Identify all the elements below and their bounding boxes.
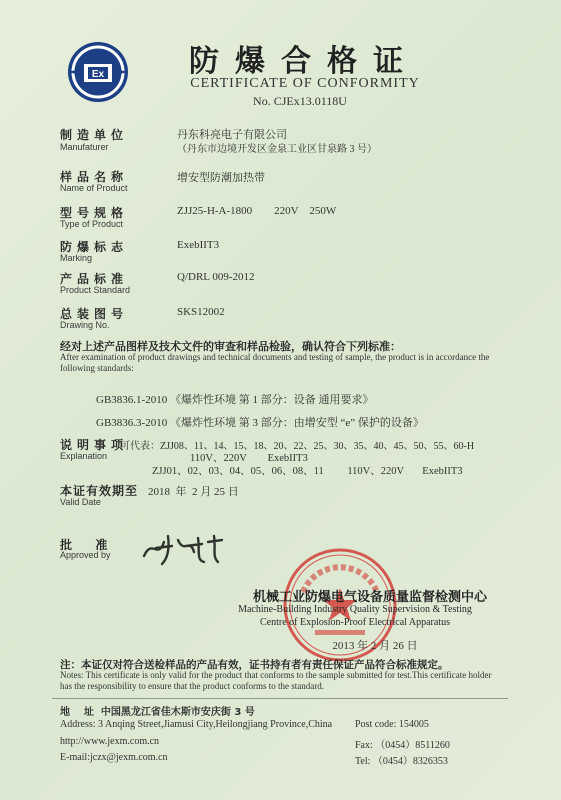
explanation-line-2: 110V、220V ExebIIT3 bbox=[190, 453, 308, 464]
logo-text: Ex bbox=[91, 69, 105, 80]
marking-label-en: Marking bbox=[60, 253, 93, 263]
manufacturer-label-en: Manufaturer bbox=[60, 142, 109, 152]
type-label-cn: 型号规格 bbox=[60, 206, 129, 220]
standard-label-cn: 产品标准 bbox=[60, 272, 129, 286]
title-chinese: 防爆合格证 bbox=[189, 44, 419, 79]
type-label-en: Type of Product bbox=[60, 219, 124, 229]
explanation-label-cn: 说明事项 bbox=[60, 438, 129, 452]
footer-divider bbox=[52, 698, 508, 699]
product-name-label-en: Name of Product bbox=[60, 183, 128, 193]
organization-name-en-2: Centre of Explosion-Proof Electrical Apparatus bbox=[260, 617, 450, 628]
standard-value: Q/DRL 009-2012 bbox=[177, 271, 255, 283]
postcode: Post code: 154005 bbox=[355, 719, 429, 730]
ex-logo-icon bbox=[66, 40, 130, 104]
product-name-label-cn: 样品名称 bbox=[60, 170, 129, 184]
address-cn: 地 址 中国黑龙江省佳木斯市安庆街 3 号 bbox=[60, 707, 255, 718]
notes-en: Notes: This certificate is only valid for the product that conforms to the sample submitted for test.This certificate holder has the responsibility to ensure that the product conforms to the standard. bbox=[60, 670, 492, 691]
valid-label-en: Valid Date bbox=[60, 497, 101, 507]
organization-name-cn: 机械工业防爆电气设备质量监督检测中心 bbox=[252, 590, 487, 605]
drawing-label-en: Drawing No. bbox=[60, 320, 110, 330]
notes-cn: 注：本证仅对符合送检样品的产品有效，证书持有者有责任保证产品符合标准规定。 bbox=[60, 659, 449, 671]
manufacturer-value: 丹东科亮电子有限公司 bbox=[177, 129, 287, 141]
fax-number: Fax: （0454）8511260 bbox=[355, 740, 450, 751]
address-en: Address: 3 Anqing Street,Jiamusi City,Heilongjiang Province,China bbox=[60, 719, 333, 730]
signature-icon bbox=[138, 530, 228, 568]
title-english: CERTIFICATE OF CONFORMITY bbox=[190, 76, 420, 91]
organization-name-en-1: Machine-Building Industry Quality Supervision & Testing bbox=[238, 604, 472, 615]
marking-label-cn: 防爆标志 bbox=[60, 240, 129, 254]
explanation-line-1: 可代表：ZJJ08、11、14、15、18、20、22、25、30、35、40、45、50、55、60-H bbox=[120, 441, 475, 452]
tel-number: Tel: （0454）8326353 bbox=[355, 756, 448, 767]
explanation-label-en: Explanation bbox=[60, 451, 108, 461]
website-link[interactable]: http://www.jexm.com.cn bbox=[60, 736, 160, 747]
certificate-number: No. CJEx13.0118U bbox=[253, 94, 347, 108]
manufacturer-address: （丹东市边境开发区金泉工业区甘泉路 3 号） bbox=[177, 144, 377, 155]
approved-label-cn: 批 准 bbox=[60, 538, 113, 552]
drawing-value: SKS12002 bbox=[177, 306, 225, 318]
type-value: ZJJ25-H-A-1800 220V 250W bbox=[177, 205, 337, 217]
statement-cn: 经对上述产品图样及技术文件的审查和样品检验，确认符合下列标准： bbox=[60, 340, 401, 353]
marking-value: ExebIIT3 bbox=[177, 239, 220, 251]
explanation-line-3: ZJJ01、02、03、04、05、06、08、11 110V、220V ExebIIT3 bbox=[152, 466, 463, 477]
standard-label-en: Product Standard bbox=[60, 285, 131, 295]
valid-date-value: 2018 年 2 月 25 日 bbox=[148, 486, 239, 498]
standard-2: GB3836.3-2010 《爆炸性环境 第 3 部分：由增安型 “e” 保护的设备》 bbox=[96, 417, 424, 429]
drawing-label-cn: 总装图号 bbox=[60, 307, 129, 321]
standard-1: GB3836.1-2010 《爆炸性环境 第 1 部分：设备 通用要求》 bbox=[96, 394, 374, 406]
issue-date: 2013 年 2 月 26 日 bbox=[332, 640, 418, 652]
valid-label-cn: 本证有效期至 bbox=[60, 484, 139, 498]
product-name-value: 增安型防潮加热带 bbox=[177, 172, 265, 184]
statement-en: After examination of product drawings and technical documents and testing of sample, the product is in accordance the following standards: bbox=[60, 352, 490, 373]
manufacturer-label-cn: 制造单位 bbox=[60, 128, 129, 142]
approved-label-en: Approved by bbox=[60, 550, 111, 560]
email-link[interactable]: E-mail:jczx@jexm.com.cn bbox=[60, 752, 168, 763]
